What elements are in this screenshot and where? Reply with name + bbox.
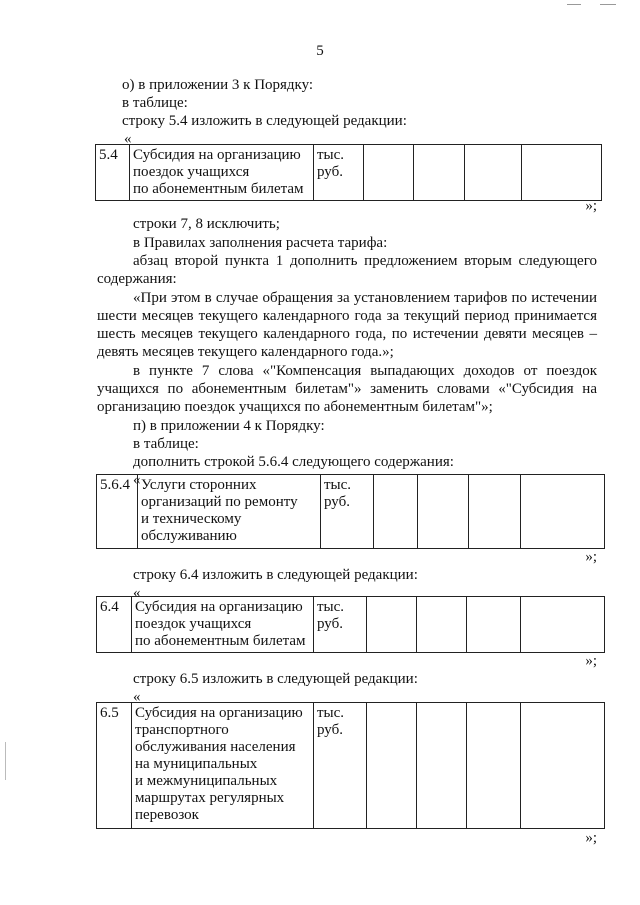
item-p-table: в таблице: — [133, 436, 199, 452]
row-code-cell: 5.6.4 — [97, 475, 138, 549]
item-p-row65: строку 6.5 изложить в следующей редакции: — [133, 671, 418, 687]
row-code-cell: 6.5 — [97, 703, 132, 829]
name-line: Субсидия на организацию — [135, 599, 303, 615]
empty-cell — [522, 145, 602, 201]
name-line: Субсидия на организацию — [135, 705, 303, 721]
row-code-cell: 5.4 — [96, 145, 130, 201]
empty-cell — [414, 145, 465, 201]
table-row-6-4 — [96, 596, 605, 653]
unit-line: руб. — [324, 494, 350, 510]
empty-cell — [467, 703, 521, 829]
open-quote: « — [133, 585, 141, 601]
page-number: 5 — [316, 43, 324, 59]
quote-line-4: девять месяцев текущего календарного года.»; — [97, 344, 394, 360]
row-name-cell — [130, 145, 314, 201]
name-line: маршрутах регулярных — [135, 790, 285, 806]
name-line: обслуживания населения — [135, 739, 296, 755]
row-name-cell — [132, 703, 314, 829]
name-line: обслуживанию — [141, 528, 237, 544]
item-p-intro: п) в приложении 4 к Порядку: — [133, 418, 325, 434]
p7-line-2: учащихся по абонементным билетам"» заменить словами «"Субсидия на — [97, 381, 597, 397]
empty-cell — [417, 703, 467, 829]
item-o-intro: о) в приложении 3 к Порядку: — [122, 77, 314, 93]
scan-mark — [567, 4, 581, 5]
item-o-table: в таблице: — [122, 95, 188, 111]
name-line: по абонементным билетам — [133, 181, 304, 197]
unit-line: тыс. — [317, 147, 345, 163]
unit-line: тыс. — [324, 477, 352, 493]
rules-line: в Правилах заполнения расчета тарифа: — [133, 235, 388, 251]
empty-cell — [521, 703, 605, 829]
empty-cell — [374, 475, 418, 549]
empty-cell — [367, 597, 417, 653]
unit-line: тыс. — [317, 705, 345, 721]
row-name-cell — [138, 475, 321, 549]
close-quote: »; — [585, 653, 597, 669]
empty-cell — [417, 597, 467, 653]
unit-line: руб. — [317, 616, 343, 632]
name-line: перевозок — [135, 807, 199, 823]
p7-line-3: организацию поездок учащихся по абонементным билетам"»; — [97, 399, 493, 415]
name-line: организаций по ремонту — [141, 494, 298, 510]
name-line: поездок учащихся — [133, 164, 250, 180]
abzac-line-1: абзац второй пункта 1 дополнить предложением вторым следующего — [133, 253, 597, 269]
row-unit-cell — [314, 703, 367, 829]
name-line: Субсидия на организацию — [133, 147, 301, 163]
row-unit-cell — [314, 145, 364, 201]
empty-cell — [521, 475, 605, 549]
name-line: на муниципальных — [135, 756, 258, 772]
open-quote: « — [133, 472, 141, 488]
empty-cell — [465, 145, 522, 201]
open-quote: « — [124, 131, 132, 147]
abzac-line-2: содержания: — [97, 271, 177, 287]
unit-line: руб. — [317, 722, 343, 738]
open-quote: « — [133, 689, 141, 705]
name-line: Услуги сторонних — [141, 477, 257, 493]
name-line: и техническому — [141, 511, 242, 527]
empty-cell — [364, 145, 414, 201]
name-line: и межмуниципальных — [135, 773, 278, 789]
close-quote: »; — [585, 549, 597, 565]
table-row-6-5 — [96, 702, 605, 829]
quote-line-1: «При этом в случае обращения за установлением тарифов по истечении — [133, 290, 597, 306]
name-line: по абонементным билетам — [135, 633, 306, 649]
item-o-row54: строку 5.4 изложить в следующей редакции: — [122, 113, 407, 129]
p7-line-1: в пункте 7 слова «"Компенсация выпадающих доходов от поездок — [133, 363, 597, 379]
empty-cell — [418, 475, 469, 549]
unit-line: тыс. — [317, 599, 345, 615]
row-code-cell: 6.4 — [97, 597, 132, 653]
close-quote: »; — [585, 198, 597, 214]
close-quote: »; — [585, 830, 597, 846]
quote-line-3: шесть месяцев текущего календарного года, по истечении девяти месяцев – — [97, 326, 597, 342]
item-p-add: дополнить строкой 5.6.4 следующего содержания: — [133, 454, 454, 470]
empty-cell — [367, 703, 417, 829]
empty-cell — [521, 597, 605, 653]
item-p-row64: строку 6.4 изложить в следующей редакции: — [133, 567, 418, 583]
name-line: поездок учащихся — [135, 616, 252, 632]
row-unit-cell — [321, 475, 374, 549]
table-row-5-6-4 — [96, 474, 605, 549]
quote-line-2: шести месяцев текущего календарного года за текущий период принимается — [97, 308, 597, 324]
scan-mark — [5, 742, 6, 780]
empty-cell — [469, 475, 521, 549]
name-line: транспортного — [135, 722, 229, 738]
row-unit-cell — [314, 597, 367, 653]
table-row-5-4 — [95, 144, 602, 201]
unit-line: руб. — [317, 164, 343, 180]
delete-rows-line: строки 7, 8 исключить; — [133, 216, 280, 232]
empty-cell — [467, 597, 521, 653]
row-name-cell — [132, 597, 314, 653]
scan-mark — [600, 4, 616, 5]
